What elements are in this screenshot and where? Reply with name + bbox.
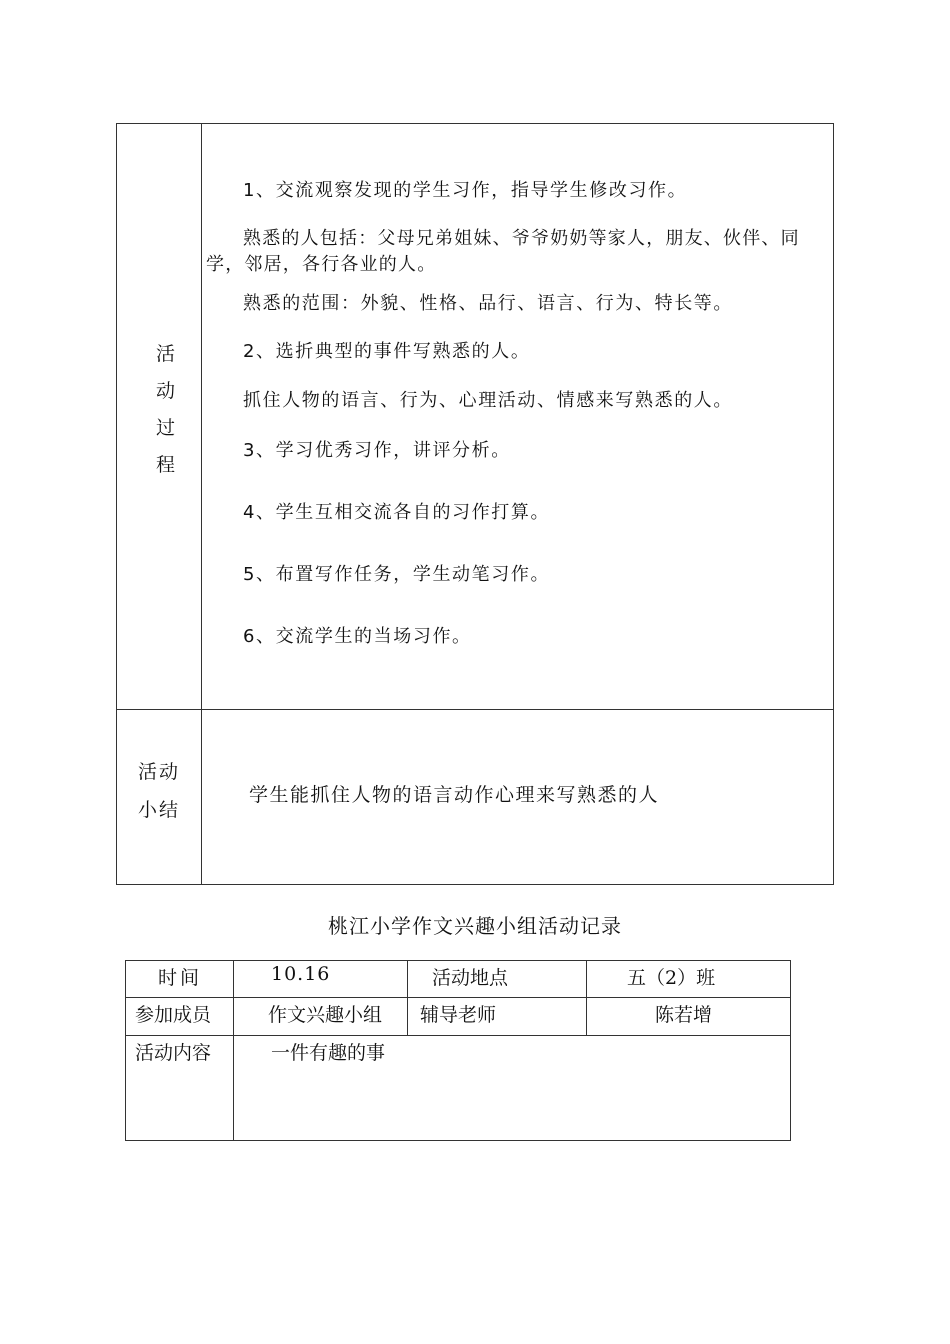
- record-title: 桃江小学作文兴趣小组活动记录: [328, 914, 622, 938]
- table-border-divider: [201, 123, 202, 885]
- step-6: 6、交流学生的当场习作。: [243, 626, 472, 647]
- table-border-right: [833, 123, 834, 885]
- table-border-top: [116, 123, 834, 124]
- familiar-people: 熟悉的人包括：父母兄弟姐妹、爷爷奶奶等家人，朋友、伙伴、同学，邻居，各行各业的人。: [206, 228, 800, 275]
- summary-text: 学生能抓住人物的语言动作心理来写熟悉的人: [249, 784, 660, 806]
- step-2: 2、选折典型的事件写熟悉的人。: [243, 341, 531, 362]
- process-label-char-3: 过: [156, 417, 176, 439]
- members-label: 参加成员: [135, 1004, 212, 1026]
- content-value: 一件有趣的事: [271, 1042, 386, 1064]
- time-value: 10.16: [271, 963, 331, 985]
- familiar-scope: 熟悉的范围：外貌、性格、品行、语言、行为、特长等。: [243, 293, 733, 314]
- record-border-bottom: [125, 1140, 791, 1141]
- record-border-left: [125, 960, 126, 1141]
- summary-label-line-2: 小结: [138, 799, 181, 821]
- record-border-top: [125, 960, 791, 961]
- teacher-value: 陈若增: [655, 1004, 713, 1026]
- record-border-row-1: [125, 997, 791, 998]
- content-label: 活动内容: [135, 1042, 212, 1064]
- record-border-col-3: [586, 960, 587, 1036]
- members-value: 作文兴趣小组: [268, 1004, 383, 1026]
- table-border-middle: [116, 709, 834, 710]
- process-label-char-4: 程: [156, 454, 176, 476]
- summary-label-line-1: 活动: [138, 761, 181, 783]
- record-border-right: [790, 960, 791, 1141]
- location-label: 活动地点: [432, 967, 509, 989]
- table-border-bottom: [116, 884, 834, 885]
- process-label-char-2: 动: [156, 380, 176, 402]
- step-2-detail: 抓住人物的语言、行为、心理活动、情感来写熟悉的人。: [243, 390, 733, 411]
- record-border-col-2: [407, 960, 408, 1036]
- step-4: 4、学生互相交流各自的习作打算。: [243, 502, 551, 523]
- step-5: 5、布置写作任务，学生动笔习作。: [243, 564, 551, 585]
- record-border-row-2: [125, 1035, 791, 1036]
- step-1: 1、交流观察发现的学生习作，指导学生修改习作。: [243, 180, 688, 201]
- table-border-left: [116, 123, 117, 885]
- teacher-label: 辅导老师: [420, 1004, 497, 1026]
- location-value: 五（2）班: [627, 967, 716, 989]
- time-label: 时间: [158, 967, 203, 989]
- record-border-col-1: [233, 960, 234, 1141]
- process-label-char-1: 活: [156, 343, 176, 365]
- step-3: 3、学习优秀习作，讲评分析。: [243, 440, 511, 461]
